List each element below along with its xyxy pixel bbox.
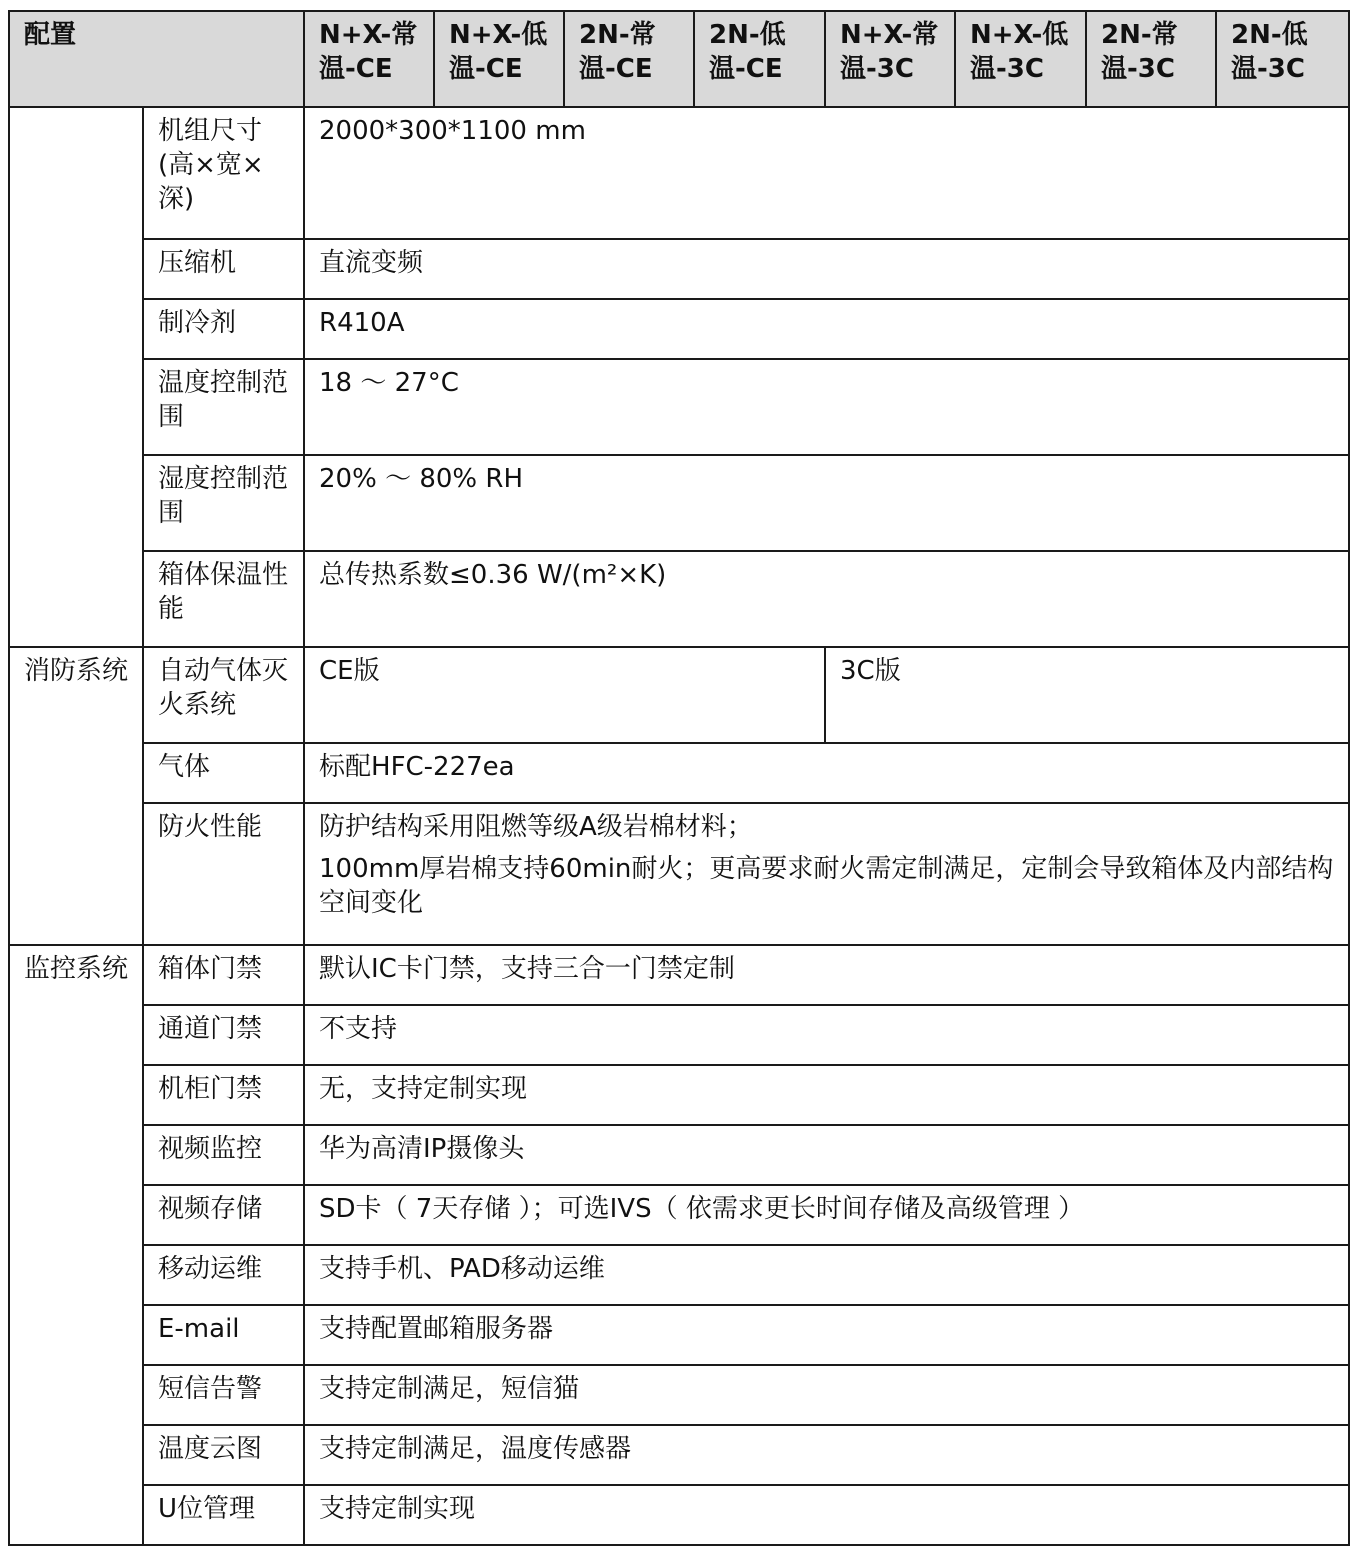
table-row [9,299,1349,359]
table-row [9,551,1349,647]
row-label: 移动运维 [143,1245,304,1305]
row-value: 支持定制满足，短信猫 [304,1365,1349,1425]
table-row [9,359,1349,455]
table-row [9,945,1349,1005]
row-value: 标配HFC-227ea [304,743,1349,803]
table-row [9,107,1349,239]
row-value [304,803,1349,945]
table-row [9,1425,1349,1485]
table-row [9,1245,1349,1305]
row-value: R410A [304,299,1349,359]
row-value: 默认IC卡门禁，支持三合一门禁定制 [304,945,1349,1005]
row-value: 18 ～ 27°C [304,359,1349,455]
row-value: 支持手机、PAD移动运维 [304,1245,1349,1305]
row-label: 自动气体灭火系统 [143,647,304,743]
header-variant: 2N-低温-3C [1216,11,1349,107]
table-row [9,1125,1349,1185]
row-label: 防火性能 [143,803,304,945]
row-label: 视频存储 [143,1185,304,1245]
row-label: U位管理 [143,1485,304,1545]
row-label: 机组尺寸(高×宽×深) [143,107,304,239]
row-label: 制冷剂 [143,299,304,359]
row-label: 箱体门禁 [143,945,304,1005]
table-row [9,1305,1349,1365]
row-value: 支持定制满足，温度传感器 [304,1425,1349,1485]
row-label: 短信告警 [143,1365,304,1425]
row-value-3c: 3C版 [825,647,1349,743]
row-value: 无，支持定制实现 [304,1065,1349,1125]
row-label: 箱体保温性能 [143,551,304,647]
header-row [9,11,1349,107]
row-label: E-mail [143,1305,304,1365]
fireproof-text-1: 防护结构采用阻燃等级A级岩棉材料； [319,812,753,842]
table-row [9,1485,1349,1545]
row-label: 温度云图 [143,1425,304,1485]
header-variant: 2N-常温-CE [564,11,694,107]
header-variant: N+X-常温-CE [304,11,434,107]
row-label: 气体 [143,743,304,803]
row-value: 直流变频 [304,239,1349,299]
row-label: 机柜门禁 [143,1065,304,1125]
table-row [9,803,1349,945]
row-label: 湿度控制范围 [143,455,304,551]
row-value-ce: CE版 [304,647,825,743]
row-value: SD卡（ 7天存储 ）；可选IVS（ 依需求更长时间存储及高级管理 ） [304,1185,1349,1245]
header-variant: 2N-低温-CE [694,11,825,107]
header-variant: N+X-低温-CE [434,11,564,107]
row-value: 华为高清IP摄像头 [304,1125,1349,1185]
header-config: 配置 [9,11,304,107]
table-row [9,1005,1349,1065]
table-row [9,743,1349,803]
row-value: 支持配置邮箱服务器 [304,1305,1349,1365]
row-value: 支持定制实现 [304,1485,1349,1545]
row-value: 总传热系数≤0.36 W/(m²×K) [304,551,1349,647]
table-row [9,455,1349,551]
fireproof-text-2: 100mm厚岩棉支持60min耐火；更高要求耐火需定制满足，定制会导致箱体及内部结构空间变化 [319,854,1334,918]
table-row [9,239,1349,299]
row-label: 温度控制范围 [143,359,304,455]
table-row [9,647,1349,743]
header-variant: 2N-常温-3C [1086,11,1216,107]
table-row [9,1185,1349,1245]
section-cell-unit [9,107,143,647]
header-variant: N+X-低温-3C [955,11,1086,107]
row-value: 不支持 [304,1005,1349,1065]
row-label: 压缩机 [143,239,304,299]
spec-table [8,10,1350,1546]
section-label-fire: 消防系统 [9,647,143,945]
section-label-monitor: 监控系统 [9,945,143,1545]
row-label: 通道门禁 [143,1005,304,1065]
row-value: 20% ～ 80% RH [304,455,1349,551]
table-row [9,1365,1349,1425]
row-value: 2000*300*1100 mm [304,107,1349,239]
table-row [9,1065,1349,1125]
row-label: 视频监控 [143,1125,304,1185]
header-variant: N+X-常温-3C [825,11,955,107]
